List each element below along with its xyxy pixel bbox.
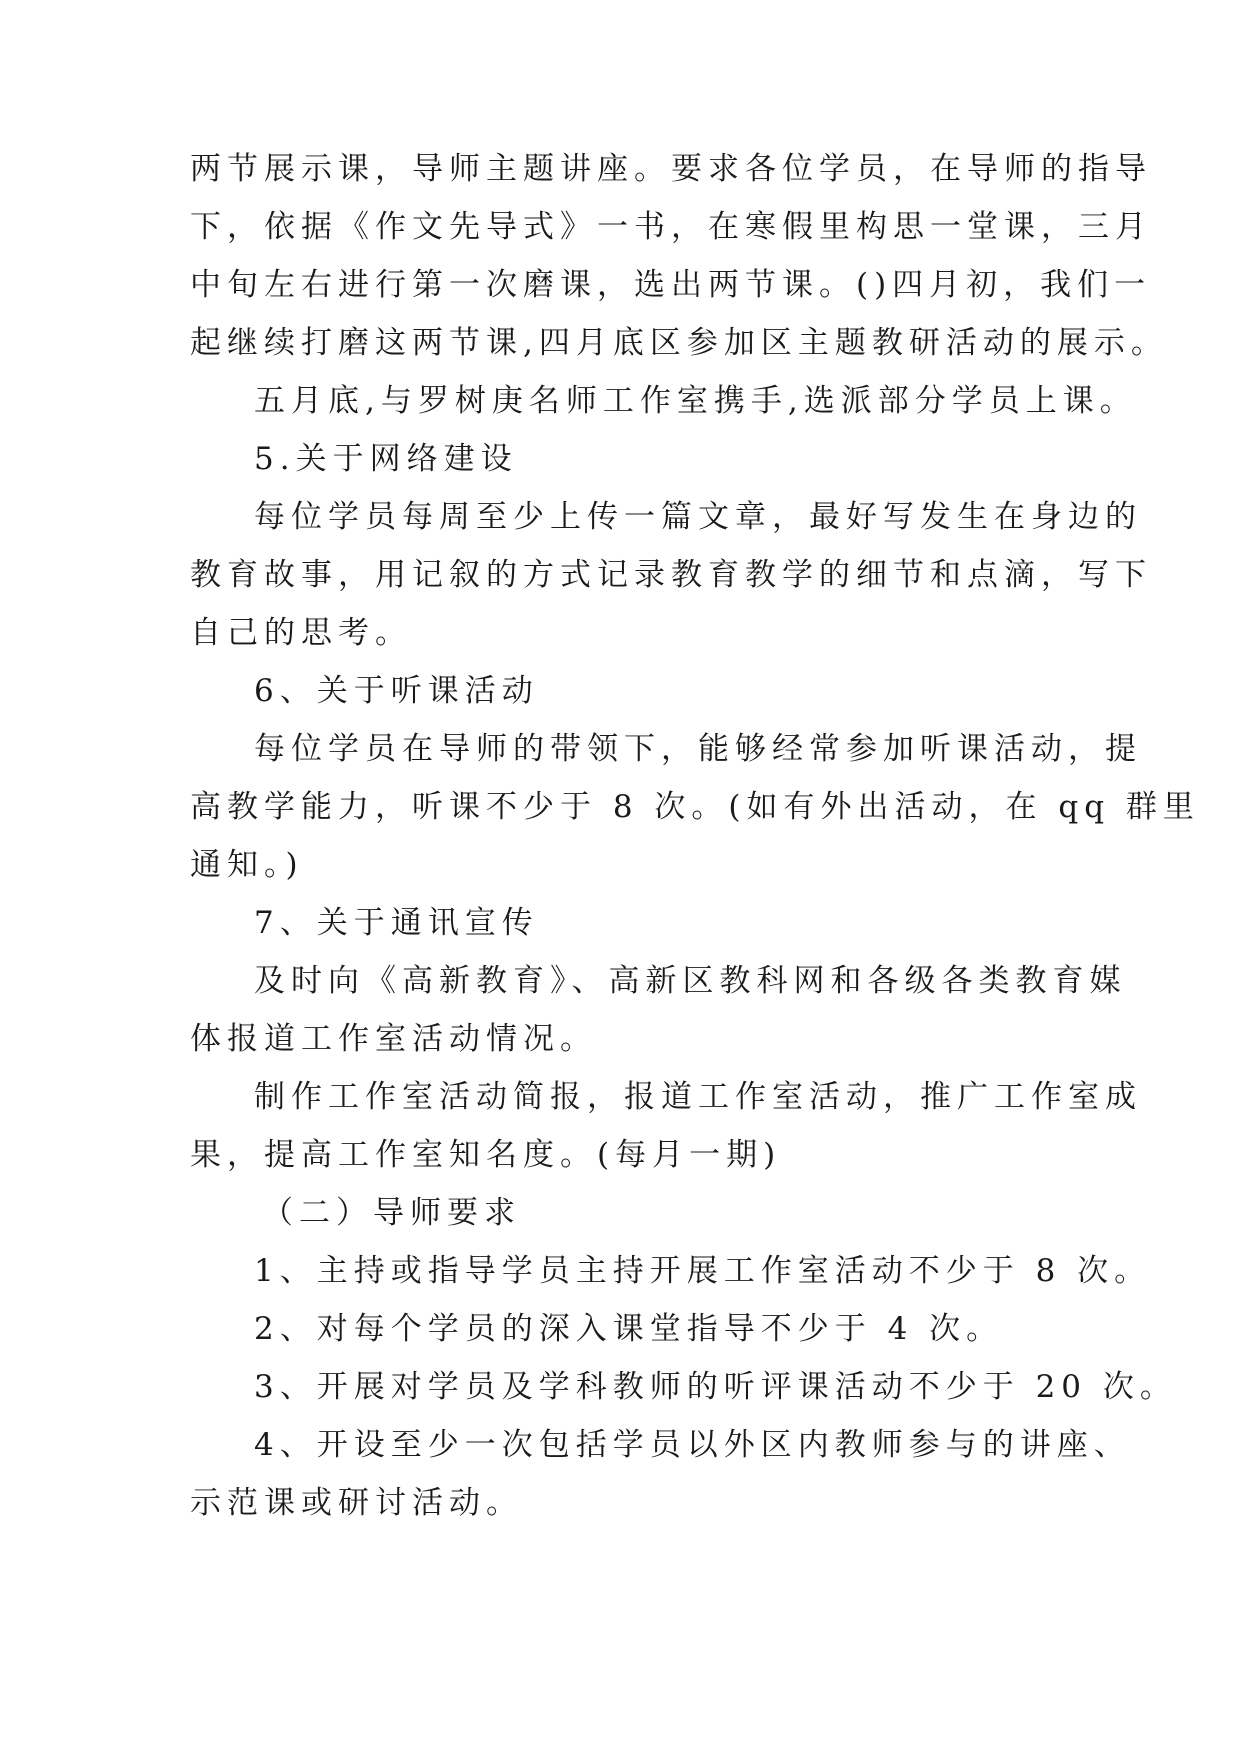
paragraph-line: 每位学员在导师的带领下，能够经常参加听课活动，提 (254, 731, 1142, 767)
section-heading: 5.关于网络建设 (254, 441, 518, 477)
paragraph-line: 高教学能力，听课不少于 8 次。(如有外出活动，在 qq 群里 (190, 789, 1200, 825)
list-item: 2、对每个学员的深入课堂指导不少于 4 次。 (254, 1311, 1004, 1347)
section-heading: 7、关于通讯宣传 (254, 905, 539, 941)
paragraph-line: 两节展示课，导师主题讲座。要求各位学员，在导师的指导 (190, 151, 1152, 187)
list-item: 3、开展对学员及学科教师的听评课活动不少于 20 次。 (254, 1369, 1177, 1405)
paragraph-line: 教育故事，用记叙的方式记录教育教学的细节和点滴，写下 (190, 557, 1152, 593)
paragraph-line: 果，提高工作室知名度。(每月一期) (190, 1137, 782, 1173)
section-heading: （二）导师要求 (262, 1195, 521, 1231)
paragraph-line: 及时向《高新教育》、高新区教科网和各级各类教育媒 (254, 963, 1127, 999)
paragraph-line: 体报道工作室活动情况。 (190, 1021, 597, 1057)
paragraph-line: 自己的思考。 (190, 615, 412, 651)
paragraph-line: 中旬左右进行第一次磨课，选出两节课。()四月初，我们一 (190, 267, 1152, 303)
list-item: 4、开设至少一次包括学员以外区内教师参与的讲座、 (254, 1427, 1131, 1463)
paragraph-line: 起继续打磨这两节课,四月底区参加区主题教研活动的展示。 (190, 325, 1168, 361)
list-item: 1、主持或指导学员主持开展工作室活动不少于 8 次。 (254, 1253, 1152, 1289)
paragraph-line: 通知。) (190, 847, 304, 883)
section-heading: 6、关于听课活动 (254, 673, 539, 709)
paragraph-line: 下，依据《作文先导式》一书，在寒假里构思一堂课，三月 (190, 209, 1152, 245)
paragraph-line: 制作工作室活动简报，报道工作室活动，推广工作室成 (254, 1079, 1142, 1115)
paragraph-line: 每位学员每周至少上传一篇文章，最好写发生在身边的 (254, 499, 1142, 535)
paragraph-line: 五月底,与罗树庚名师工作室携手,选派部分学员上课。 (254, 383, 1137, 419)
list-item: 示范课或研讨活动。 (190, 1485, 523, 1521)
